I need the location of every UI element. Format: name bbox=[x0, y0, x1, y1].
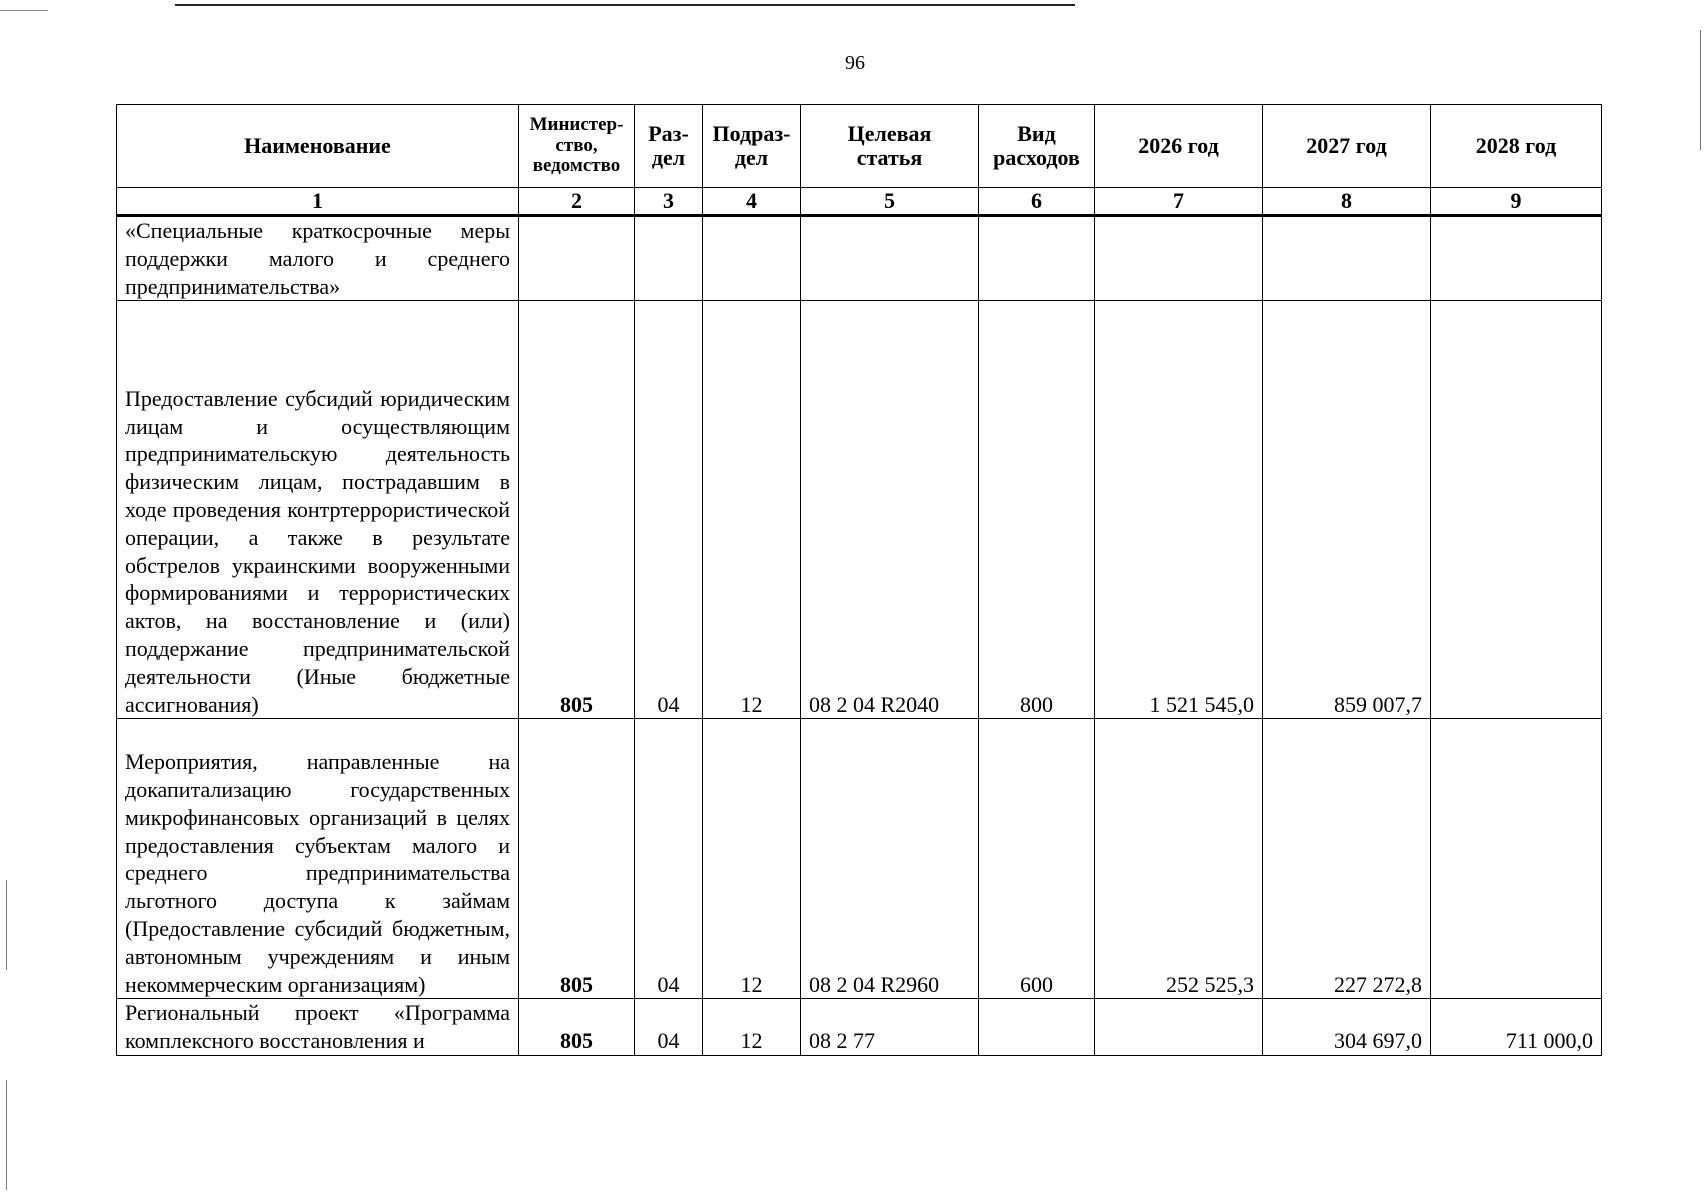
row-name: Мероприятия, направленные на докапитализацию государственных микрофинансовых организаций в целях предоставления субъектам малого и среднего предпринимательства льготного доступа к займам (Предоставление субсидий бюджетным, автономным учреждениям и иным некоммерческим организациям) bbox=[117, 719, 519, 999]
row-expense-type bbox=[979, 216, 1095, 301]
row-2027: 304 697,0 bbox=[1263, 999, 1431, 1056]
header-2027: 2027 год bbox=[1263, 105, 1431, 188]
row-ministry: 805 bbox=[519, 301, 635, 719]
header-2026: 2026 год bbox=[1095, 105, 1263, 188]
table-row bbox=[117, 301, 1602, 719]
header-row bbox=[117, 105, 1602, 188]
scan-edge-mark bbox=[6, 880, 7, 970]
column-number: 8 bbox=[1263, 188, 1431, 216]
row-expense-type: 800 bbox=[979, 301, 1095, 719]
column-number-row bbox=[117, 188, 1602, 216]
row-2027 bbox=[1263, 216, 1431, 301]
row-subsection: 12 bbox=[703, 301, 801, 719]
row-section: 04 bbox=[635, 999, 703, 1056]
header-expense-type: Вид расходов bbox=[979, 105, 1095, 188]
row-2028 bbox=[1431, 216, 1602, 301]
row-2028 bbox=[1431, 719, 1602, 999]
header-ministry: Министер- ство, ведомство bbox=[519, 105, 635, 188]
scan-edge-mark bbox=[1700, 30, 1701, 150]
row-2028: 711 000,0 bbox=[1431, 999, 1602, 1056]
scan-edge-mark bbox=[6, 1080, 7, 1190]
row-ministry: 805 bbox=[519, 999, 635, 1056]
row-section bbox=[635, 216, 703, 301]
row-2028 bbox=[1431, 301, 1602, 719]
column-number: 3 bbox=[635, 188, 703, 216]
column-number: 4 bbox=[703, 188, 801, 216]
row-name: «Специальные краткосрочные меры поддержки малого и среднего предпринимательства» bbox=[117, 216, 519, 301]
row-2027: 227 272,8 bbox=[1263, 719, 1431, 999]
row-target: 08 2 04 R2040 bbox=[801, 301, 979, 719]
scan-edge-line bbox=[0, 10, 48, 11]
table-row bbox=[117, 719, 1602, 999]
header-2028: 2028 год bbox=[1431, 105, 1602, 188]
row-2026: 252 525,3 bbox=[1095, 719, 1263, 999]
row-expense-type bbox=[979, 999, 1095, 1056]
row-2026 bbox=[1095, 999, 1263, 1056]
row-section: 04 bbox=[635, 719, 703, 999]
table-row bbox=[117, 216, 1602, 301]
column-number: 9 bbox=[1431, 188, 1602, 216]
row-target: 08 2 77 bbox=[801, 999, 979, 1056]
row-expense-type: 600 bbox=[979, 719, 1095, 999]
row-section: 04 bbox=[635, 301, 703, 719]
column-number: 5 bbox=[801, 188, 979, 216]
row-subsection bbox=[703, 216, 801, 301]
row-2026 bbox=[1095, 216, 1263, 301]
row-name: Региональный проект «Программа комплексного восстановления и bbox=[117, 999, 519, 1056]
row-name: Предоставление субсидий юридическим лицам и осуществляющим предпринимательскую деятельность физическим лицам, пострадавшим в ходе проведения контртеррористической операции, а также в результате обстрелов украинскими вооруженными формированиями и террористических актов, на восстановление и (или) поддержание предпринимательской деятельности (Иные бюджетные ассигнования) bbox=[117, 301, 519, 719]
column-number: 6 bbox=[979, 188, 1095, 216]
row-2026: 1 521 545,0 bbox=[1095, 301, 1263, 719]
header-name: Наименование bbox=[117, 105, 519, 188]
page-number: 96 bbox=[845, 52, 865, 74]
table-row bbox=[117, 999, 1602, 1056]
row-target: 08 2 04 R2960 bbox=[801, 719, 979, 999]
row-ministry: 805 bbox=[519, 719, 635, 999]
column-number: 1 bbox=[117, 188, 519, 216]
row-subsection: 12 bbox=[703, 719, 801, 999]
row-2027: 859 007,7 bbox=[1263, 301, 1431, 719]
row-ministry bbox=[519, 216, 635, 301]
scan-top-rule bbox=[175, 4, 1075, 6]
budget-table bbox=[116, 104, 1602, 1056]
row-target bbox=[801, 216, 979, 301]
column-number: 7 bbox=[1095, 188, 1263, 216]
header-section: Раз- дел bbox=[635, 105, 703, 188]
header-subsection: Подраз- дел bbox=[703, 105, 801, 188]
row-subsection: 12 bbox=[703, 999, 801, 1056]
column-number: 2 bbox=[519, 188, 635, 216]
header-target: Целевая статья bbox=[801, 105, 979, 188]
